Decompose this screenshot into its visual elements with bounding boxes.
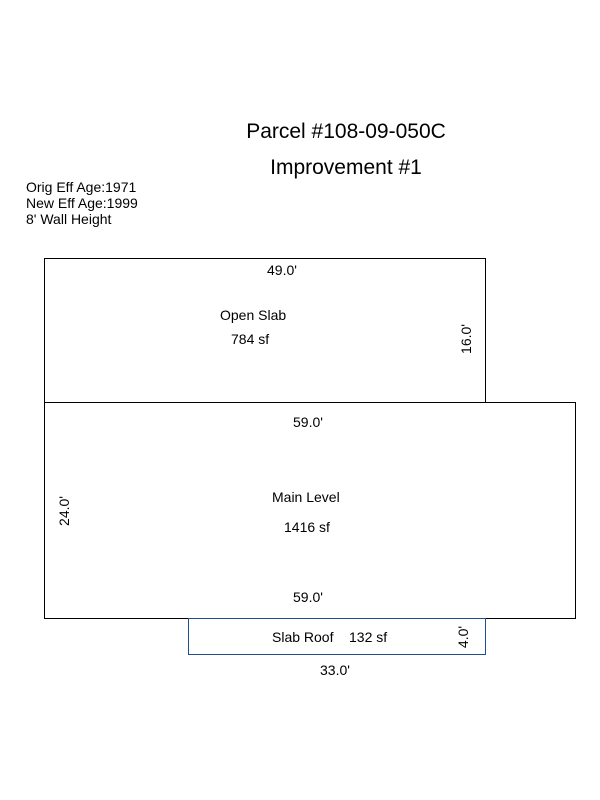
open-slab-name: Open Slab (220, 307, 287, 323)
main-level-top-width-label: 59.0' (293, 414, 323, 430)
slab-roof-name: Slab Roof (272, 629, 334, 645)
slab-roof-area (188, 618, 486, 655)
open-slab-depth-label: 16.0' (458, 324, 474, 354)
main-level-depth-label: 24.0' (56, 496, 72, 526)
slab-roof-area-label: 132 sf (349, 629, 388, 645)
parcel-title: Parcel #108-09-050C (246, 120, 446, 143)
wall-height: 8' Wall Height (26, 211, 112, 227)
main-level-bottom-width-label: 59.0' (293, 589, 323, 605)
slab-roof-depth-label: 4.0' (455, 625, 471, 649)
open-slab-area-label: 784 sf (231, 331, 270, 347)
main-level-area-label: 1416 sf (284, 519, 330, 535)
orig-eff-age: Orig Eff Age:1971 (26, 179, 137, 195)
main-level-area (44, 402, 576, 619)
main-level-name: Main Level (272, 489, 340, 505)
new-eff-age: New Eff Age:1999 (26, 195, 138, 211)
slab-roof-width-label: 33.0' (320, 662, 350, 678)
open-slab-width-label: 49.0' (267, 262, 297, 278)
improvement-title: Improvement #1 (270, 156, 422, 179)
